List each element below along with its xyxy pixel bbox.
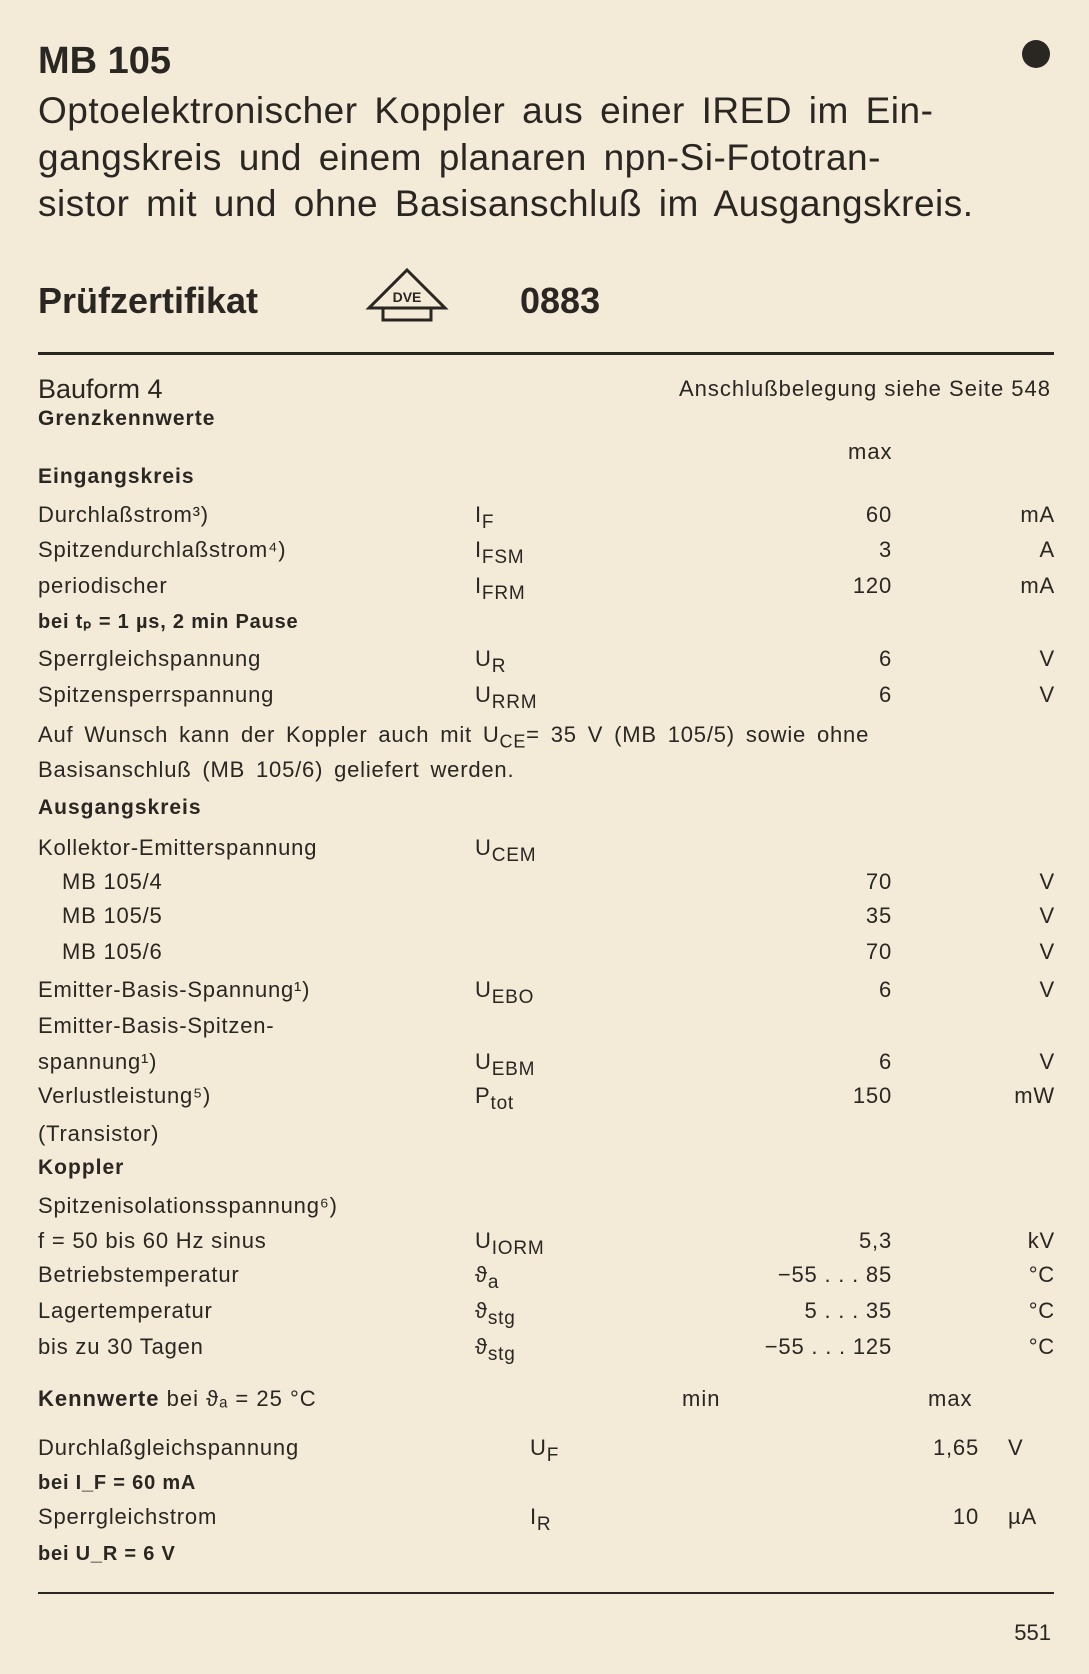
param-unit: kV: [1027, 1228, 1055, 1253]
symbol-base: I: [475, 573, 482, 598]
param-unit: V: [1039, 646, 1055, 671]
symbol-base: P: [475, 1083, 491, 1108]
param-unit: V: [1039, 903, 1055, 928]
param-value: 10: [952, 1504, 979, 1529]
symbol-subscript: F: [481, 512, 495, 533]
symbol-subscript: tot: [490, 1093, 515, 1114]
spec-row: [0, 1332, 1089, 1365]
param-unit: mW: [1014, 1083, 1055, 1108]
param-value: 70: [865, 939, 892, 964]
spec-row: [0, 1081, 1089, 1114]
symbol-subscript: R: [491, 656, 507, 677]
spec-row: [0, 1011, 1089, 1041]
param-value: 6: [878, 977, 892, 1002]
param-symbol: [475, 833, 536, 865]
param-value: 3: [878, 537, 892, 562]
param-unit: V: [1039, 1049, 1055, 1074]
output-heading: Ausgangskreis: [38, 796, 202, 819]
input-heading: Eingangskreis: [38, 465, 195, 488]
param-label: bei U_R = 6 V: [38, 1543, 176, 1565]
symbol-subscript: FSM: [481, 547, 525, 568]
param-symbol: [475, 1081, 514, 1113]
symbol-subscript: IORM: [491, 1238, 545, 1259]
param-value: 5 . . . 35: [804, 1298, 892, 1323]
spec-row: [0, 1047, 1089, 1080]
description-line: gangskreis und einem planaren npn-Si-Fototran-: [38, 137, 881, 178]
param-symbol: [475, 1047, 535, 1079]
min-column-header: min: [682, 1386, 721, 1411]
param-symbol: [530, 1502, 551, 1534]
symbol-base: U: [530, 1435, 547, 1460]
param-value: 6: [878, 682, 892, 707]
param-value: 35: [865, 903, 892, 928]
symbol-subscript: FRM: [481, 583, 526, 604]
symbol-base: I: [475, 502, 482, 527]
param-label: f = 50 bis 60 Hz sinus: [38, 1228, 267, 1253]
spec-row: [0, 1226, 1089, 1259]
param-label: Durchlaßstrom³): [38, 502, 209, 527]
param-label: Spitzenisolationsspannung⁶): [38, 1193, 338, 1218]
limits-heading: Grenzkennwerte: [38, 407, 216, 430]
symbol-base: I: [530, 1504, 537, 1529]
device-title: MB 105: [38, 40, 172, 82]
symbol-base: U: [475, 1049, 492, 1074]
param-unit: °C: [1028, 1298, 1055, 1323]
param-label: MB 105/5: [62, 903, 163, 928]
param-label: Emitter-Basis-Spitzen-: [38, 1013, 275, 1038]
spec-row: [0, 680, 1089, 713]
symbol-subscript: stg: [487, 1308, 516, 1329]
spec-row: [0, 833, 1089, 866]
param-label: Spitzendurchlaßstrom⁴): [38, 537, 287, 562]
param-symbol: [475, 1260, 499, 1292]
spec-row: [0, 1191, 1089, 1221]
param-label: bei tₚ = 1 µs, 2 min Pause: [38, 611, 299, 633]
spec-row: [0, 571, 1089, 604]
divider: [38, 1592, 1054, 1594]
description-line: Optoelektronischer Koppler aus einer IRED im Ein-: [38, 90, 934, 131]
spec-row: [0, 867, 1089, 897]
param-symbol: [475, 500, 494, 532]
param-label: Sperrgleichspannung: [38, 646, 262, 671]
spec-row: [0, 1296, 1089, 1329]
symbol-base: U: [475, 646, 492, 671]
param-value: 6: [878, 646, 892, 671]
param-label: Lagertemperatur: [38, 1298, 213, 1323]
symbol-base: ϑ: [475, 1262, 488, 1287]
spec-row: [0, 901, 1089, 931]
divider: [38, 352, 1054, 355]
svg-text:DVE: DVE: [392, 289, 422, 305]
spec-row: [0, 1119, 1089, 1149]
param-unit: mA: [1020, 502, 1055, 527]
spec-row: [0, 644, 1089, 677]
certificate-label: Prüfzertifikat: [38, 280, 259, 321]
param-label: Verlustleistung⁵): [38, 1083, 212, 1108]
param-value: 120: [852, 573, 892, 598]
symbol-base: I: [475, 537, 482, 562]
param-unit: V: [1039, 939, 1055, 964]
param-unit: °C: [1028, 1334, 1055, 1359]
description-line: sistor mit und ohne Basisanschluß im Ausgangskreis.: [38, 183, 974, 224]
param-unit: V: [1039, 682, 1055, 707]
param-label: Spitzensperrspannung: [38, 682, 275, 707]
param-unit: V: [1039, 977, 1055, 1002]
symbol-subscript: EBM: [491, 1059, 536, 1080]
param-symbol: [475, 1226, 545, 1258]
dve-logo-icon: [365, 268, 449, 324]
param-value: 150: [852, 1083, 892, 1108]
note-line: Basisanschluß (MB 105/6) geliefert werden.: [38, 757, 515, 782]
param-label: MB 105/4: [62, 869, 163, 894]
symbol-subscript: RRM: [491, 692, 538, 713]
param-symbol: [530, 1433, 559, 1465]
note-line: Auf Wunsch kann der Koppler auch mit $U_{CE}= 35$ V (MB 105/5) sowie ohne: [38, 722, 870, 752]
symbol-base: ϑ: [475, 1334, 488, 1359]
param-symbol: [475, 975, 534, 1007]
characteristics-condition: bei ϑₐ = 25 °C: [166, 1386, 317, 1411]
param-label: periodischer: [38, 573, 168, 598]
bullet-mark: [1022, 40, 1050, 68]
param-value: 70: [865, 869, 892, 894]
param-value: 5,3: [859, 1228, 892, 1253]
param-value: −55 . . . 85: [777, 1262, 892, 1287]
param-label: Emitter-Basis-Spannung¹): [38, 977, 311, 1002]
param-unit: V: [1039, 869, 1055, 894]
param-label: bei I_F = 60 mA: [38, 1472, 197, 1494]
param-unit: µA: [1008, 1504, 1037, 1529]
param-value: −55 . . . 125: [764, 1334, 892, 1359]
coupler-heading: Koppler: [38, 1156, 125, 1179]
symbol-base: U: [475, 835, 492, 860]
param-label: Kollektor-Emitterspannung: [38, 835, 318, 860]
param-label: (Transistor): [38, 1121, 160, 1146]
param-label: spannung¹): [38, 1049, 158, 1074]
spec-row: [0, 1539, 1089, 1569]
spec-row: [0, 937, 1089, 967]
symbol-subscript: a: [487, 1272, 500, 1293]
spec-row: [0, 1433, 1089, 1466]
characteristics-heading: [38, 1386, 317, 1412]
param-symbol: [475, 535, 524, 567]
param-value: 1,65: [932, 1435, 979, 1460]
symbol-base: U: [475, 977, 492, 1002]
spec-row: [0, 500, 1089, 533]
symbol-base: U: [475, 1228, 492, 1253]
spec-row: [0, 975, 1089, 1008]
param-symbol: [475, 571, 525, 603]
param-value: 60: [865, 502, 892, 527]
param-label: Sperrgleichstrom: [38, 1504, 218, 1529]
spec-row: [0, 1260, 1089, 1293]
symbol-subscript: stg: [487, 1344, 516, 1365]
max-column-header: max: [928, 1386, 973, 1411]
certificate-number: 0883: [520, 280, 601, 321]
param-symbol: [475, 1332, 516, 1364]
param-label: bis zu 30 Tagen: [38, 1334, 204, 1359]
max-column-header: max: [848, 439, 893, 464]
pinout-reference: Anschlußbelegung siehe Seite 548: [678, 376, 1051, 401]
param-symbol: [475, 644, 506, 676]
param-symbol: [475, 1296, 516, 1328]
param-unit: mA: [1020, 573, 1055, 598]
characteristics-heading-bold: Kennwerte: [38, 1386, 160, 1411]
symbol-subscript: R: [536, 1514, 552, 1535]
param-unit: A: [1039, 537, 1055, 562]
spec-row: [0, 535, 1089, 568]
symbol-base: ϑ: [475, 1298, 488, 1323]
symbol-base: U: [475, 682, 492, 707]
symbol-subscript: CEM: [491, 845, 537, 866]
param-label: MB 105/6: [62, 939, 163, 964]
param-label: Durchlaßgleichspannung: [38, 1435, 299, 1460]
spec-row: [0, 1468, 1089, 1498]
param-label: Betriebstemperatur: [38, 1262, 240, 1287]
param-value: 6: [878, 1049, 892, 1074]
symbol-subscript: EBO: [491, 987, 535, 1008]
param-symbol: [475, 680, 537, 712]
param-unit: °C: [1028, 1262, 1055, 1287]
package-type: Bauform 4: [38, 374, 163, 404]
param-unit: V: [1008, 1435, 1024, 1460]
spec-row: [0, 1502, 1089, 1535]
spec-row: [0, 607, 1089, 637]
page-number: 551: [1014, 1620, 1051, 1645]
symbol-subscript: F: [546, 1445, 560, 1466]
